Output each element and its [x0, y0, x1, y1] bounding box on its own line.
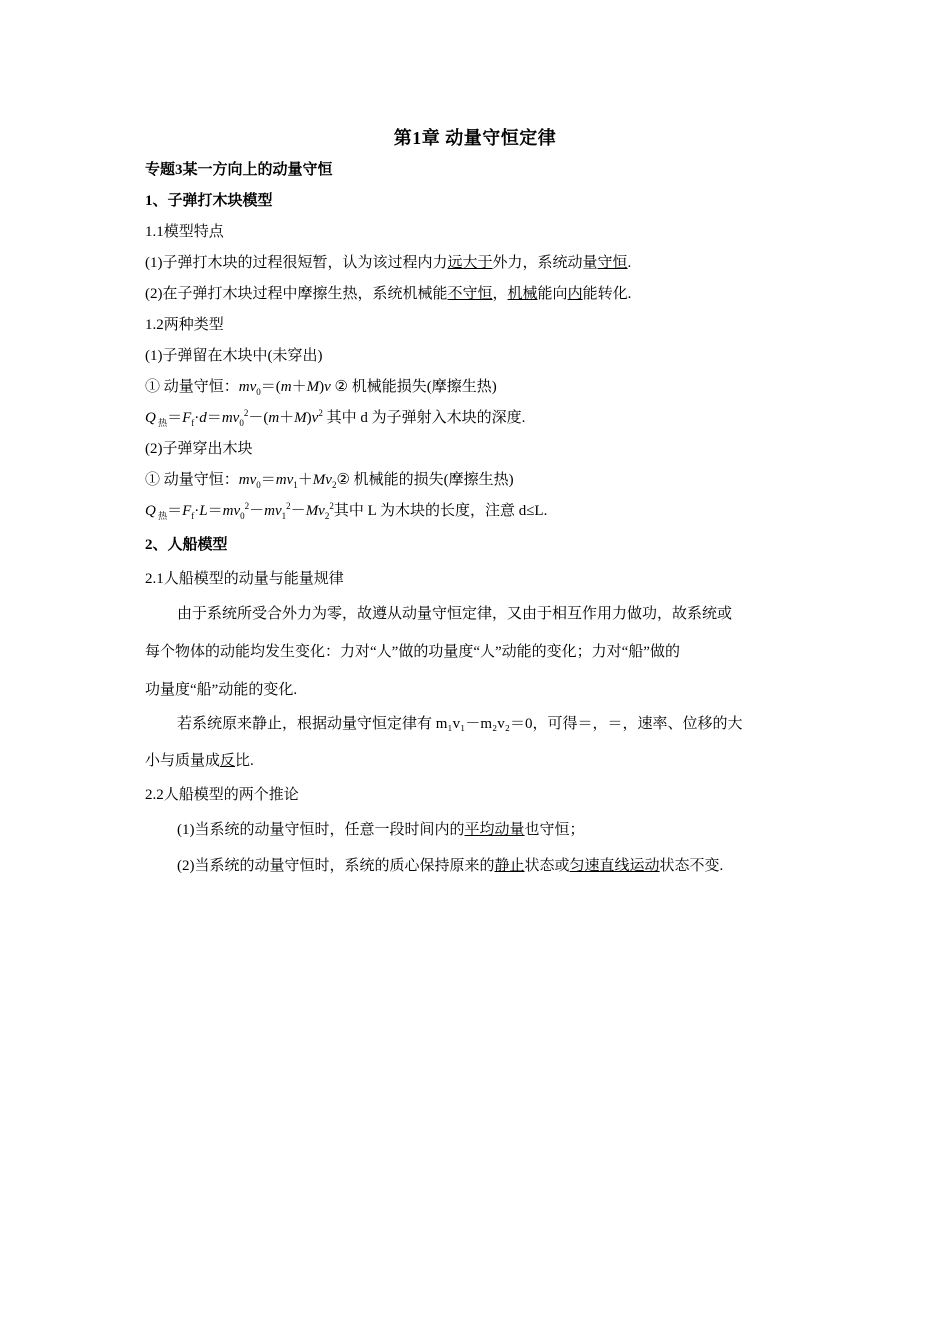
type-1-heat-equation: Q $_热=F_f\cdot d=mv_0^2-(m+M)v^2$ 其中 d 为子弹射入木块的深度.	[145, 408, 526, 428]
type-2-momentum-equation: ① 动量守恒：$mv_0=mv_1+Mv_2②$ 机械能的损失(摩擦生热)	[145, 472, 514, 490]
paragraph-2-1-line-1: 由于系统所受合外力为零，故遵从动量守恒定律，又由于相互作用力做功，故系统或	[177, 606, 733, 622]
paragraph-2-1-line-3: 功量度“船”动能的变化.	[145, 682, 298, 698]
paragraph-1-1-1: (1)子弹打木块的过程很短暂，认为该过程内力远大于外力，系统动量守恒.	[145, 255, 632, 271]
paragraph-1-1-2: (2)在子弹打木块过程中摩擦生热，系统机械能不守恒，机械能向内能转化.	[145, 286, 632, 302]
paragraph-2-2-line-1: 若系统原来静止，根据动量守恒定律有 m₁v₁－m₂v₂＝0，可得＝，＝，速率、位移的大	[177, 716, 743, 732]
inference-2: (2)当系统的动量守恒时，系统的质心保持原来的静止状态或匀速直线运动状态不变.	[177, 858, 724, 874]
subsection-2-1: 2.1人船模型的动量与能量规律	[145, 571, 344, 587]
section-2-heading: 2、人船模型	[145, 537, 228, 553]
underlined-answer: 守恒	[597, 255, 628, 271]
underlined-answer: 反	[220, 753, 236, 769]
paragraph-2-2-line-2: 小与质量成反比.	[145, 753, 254, 769]
type-2-heading: (2)子弹穿出木块	[145, 441, 253, 457]
underlined-answer: 不守恒	[447, 286, 493, 302]
type-1-heading: (1)子弹留在木块中(未穿出)	[145, 348, 323, 364]
underlined-answer: 机械	[507, 286, 538, 302]
underlined-answer: 平均动量	[464, 822, 525, 838]
chapter-title: 第1章 动量守恒定律	[393, 128, 557, 148]
underlined-answer: 匀速直线运动	[569, 858, 660, 874]
paragraph-2-1-line-2: 每个物体的动能均发生变化：力对“人”做的功量度“人”动能的变化；力对“船”做的	[145, 644, 680, 660]
subsection-2-2: 2.2人船模型的两个推论	[145, 787, 299, 803]
inference-1: (1)当系统的动量守恒时，任意一段时间内的平均动量也守恒；	[177, 822, 585, 838]
type-2-heat-equation: Q $_热=F_f\cdot L=mv_0^2-mv_1^2-Mv_2^2$其中 L 为木块的长度，注意 d≤L.	[145, 501, 548, 521]
subsection-1-1: 1.1模型特点	[145, 224, 224, 240]
type-1-momentum-equation: ① 动量守恒：$mv_0=(m+M)v$ ② 机械能损失(摩擦生热)	[145, 379, 497, 397]
section-1-heading: 1、子弹打木块模型	[145, 193, 273, 209]
underlined-answer: 远大于	[447, 255, 493, 271]
underlined-answer: 内	[567, 286, 583, 302]
underlined-answer: 静止	[494, 858, 525, 874]
topic-heading: 专题3某一方向上的动量守恒	[145, 162, 333, 178]
subsection-1-2: 1.2两种类型	[145, 317, 224, 333]
